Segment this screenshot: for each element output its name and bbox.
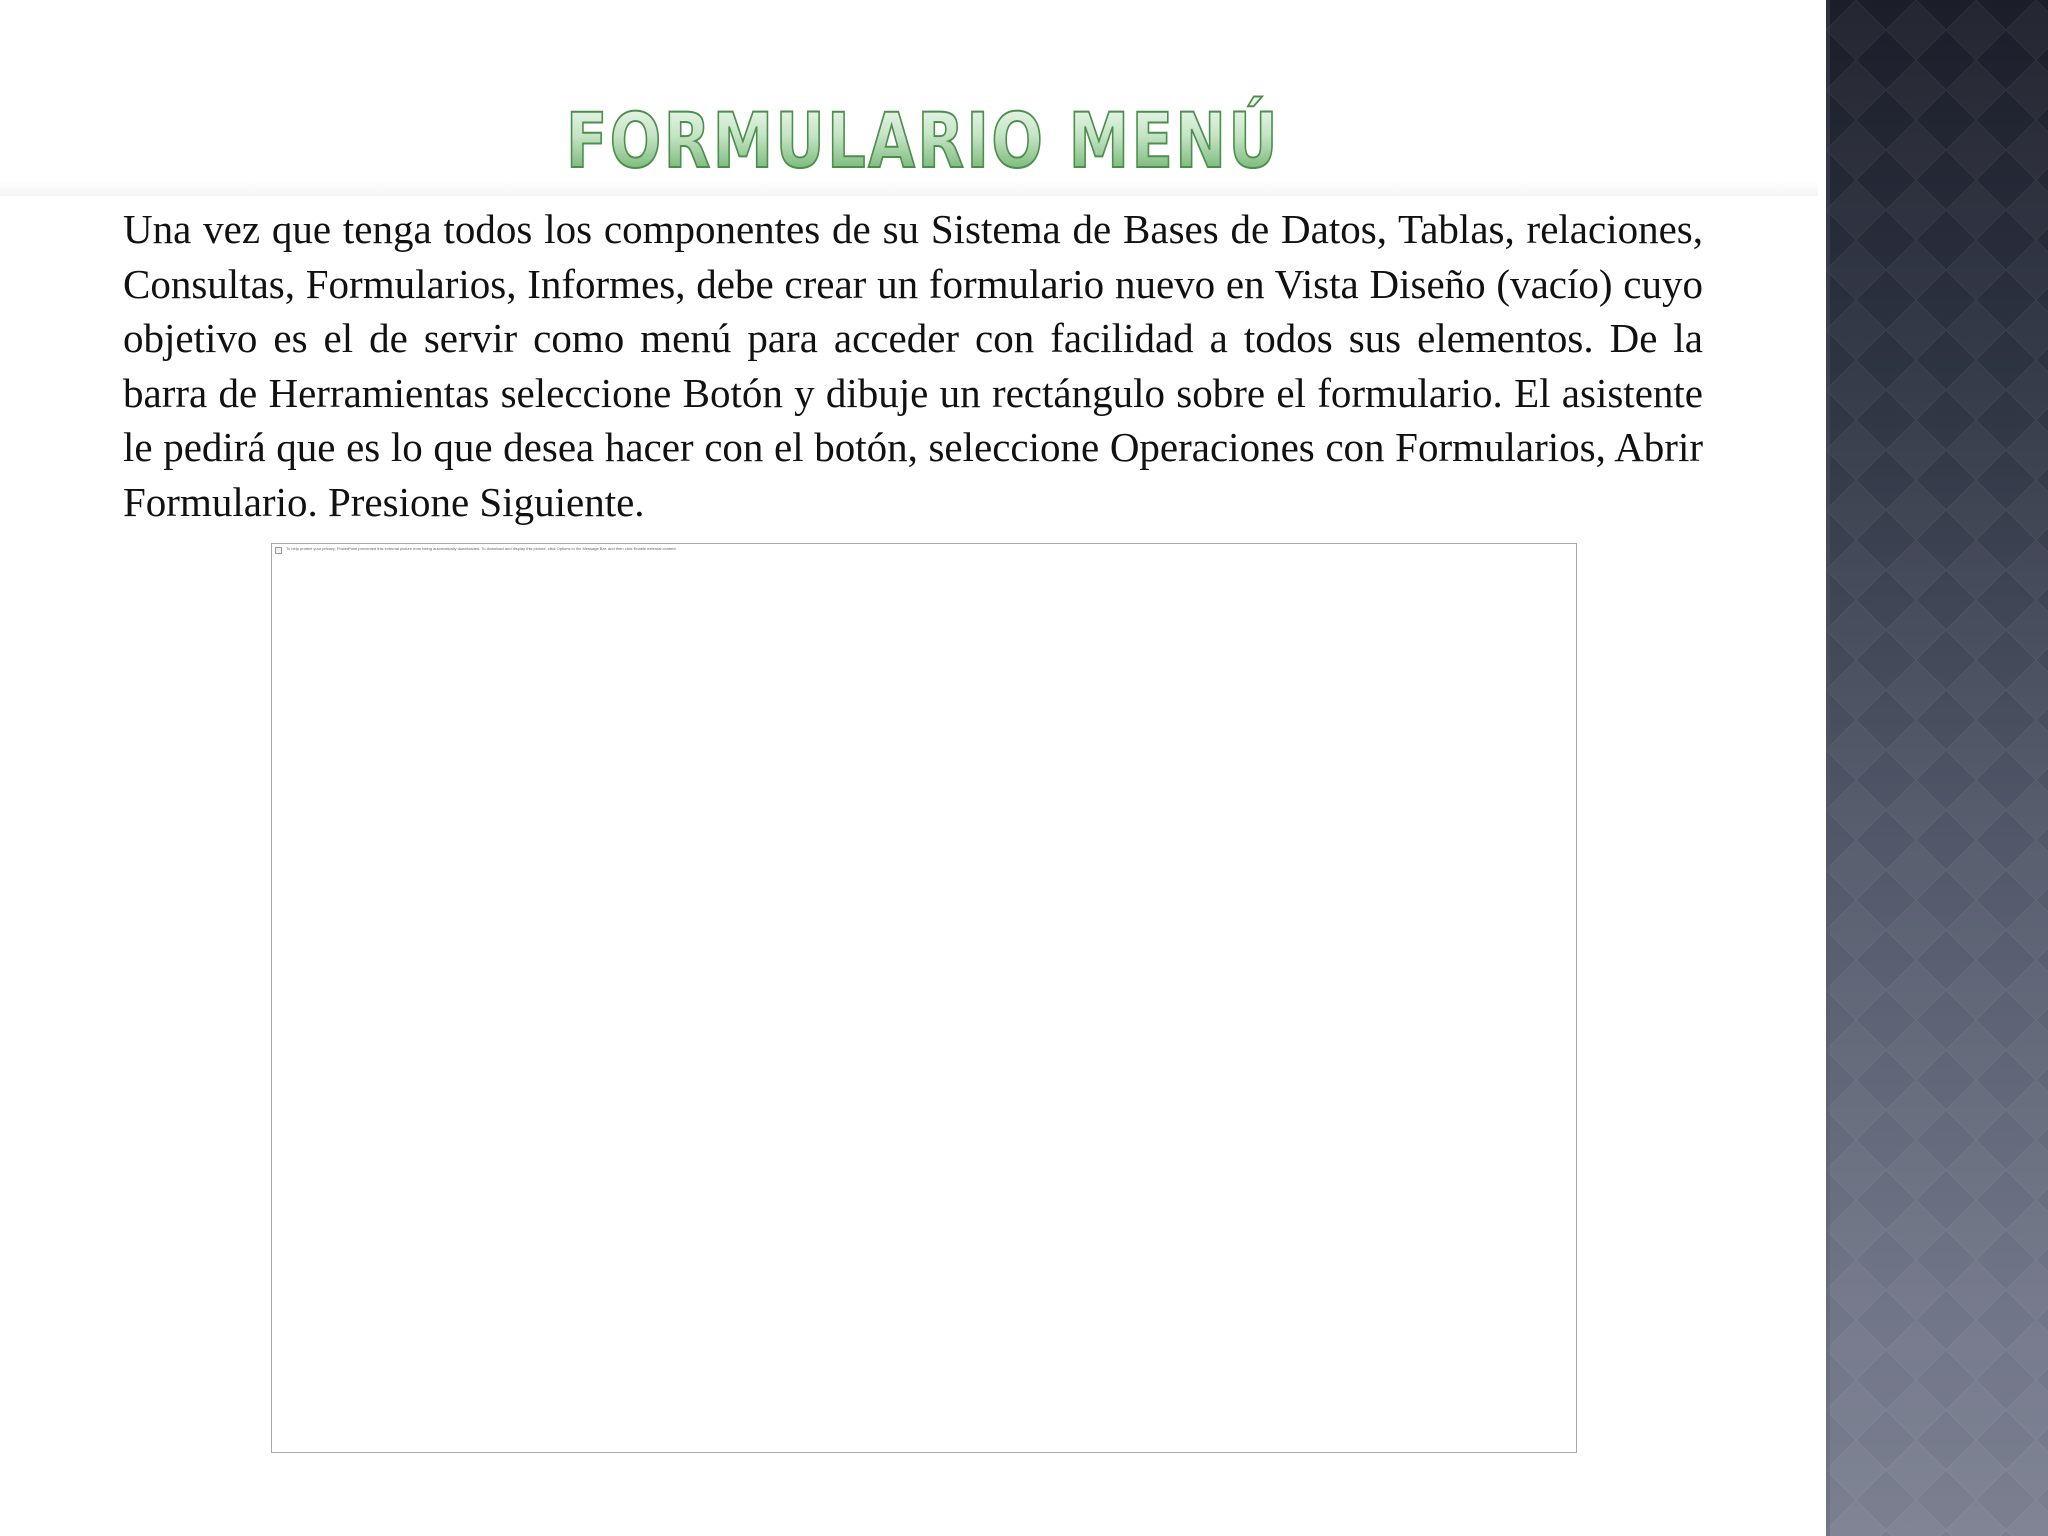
slide-title (0, 80, 1818, 180)
broken-image-icon (275, 547, 282, 554)
diamond-pattern (1826, 0, 2048, 1536)
decorative-side-panel (1826, 0, 2048, 1536)
slide-title-text: FORMULARIO MENÚ (566, 96, 1462, 180)
image-blocked-message: To help protect your privacy, PowerPoint prevented this external picture from being automatically downloaded. To download and display this picture, click Options in the Message Bar, and then click Enable external content. (286, 546, 677, 551)
body-paragraph: Una vez que tenga todos los componentes de su Sistema de Bases de Datos, Tablas, relaciones, Consultas, Formularios, Informes, debe crear un formulario nuevo en Vista Diseño (vacío) cuyo objetivo es el de servir como menú para acceder con facilidad a todos sus elementos. De la barra de Herramientas seleccione Botón y dibuje un rectángulo sobre el formulario. El asistente le pedirá que es lo que desea hacer con el botón, seleccione Operaciones con Formularios, Abrir Formulario. Presione Siguiente. (123, 206, 1703, 525)
side-panel-edge (1826, 0, 1830, 1536)
external-image-placeholder[interactable] (271, 543, 1577, 1453)
